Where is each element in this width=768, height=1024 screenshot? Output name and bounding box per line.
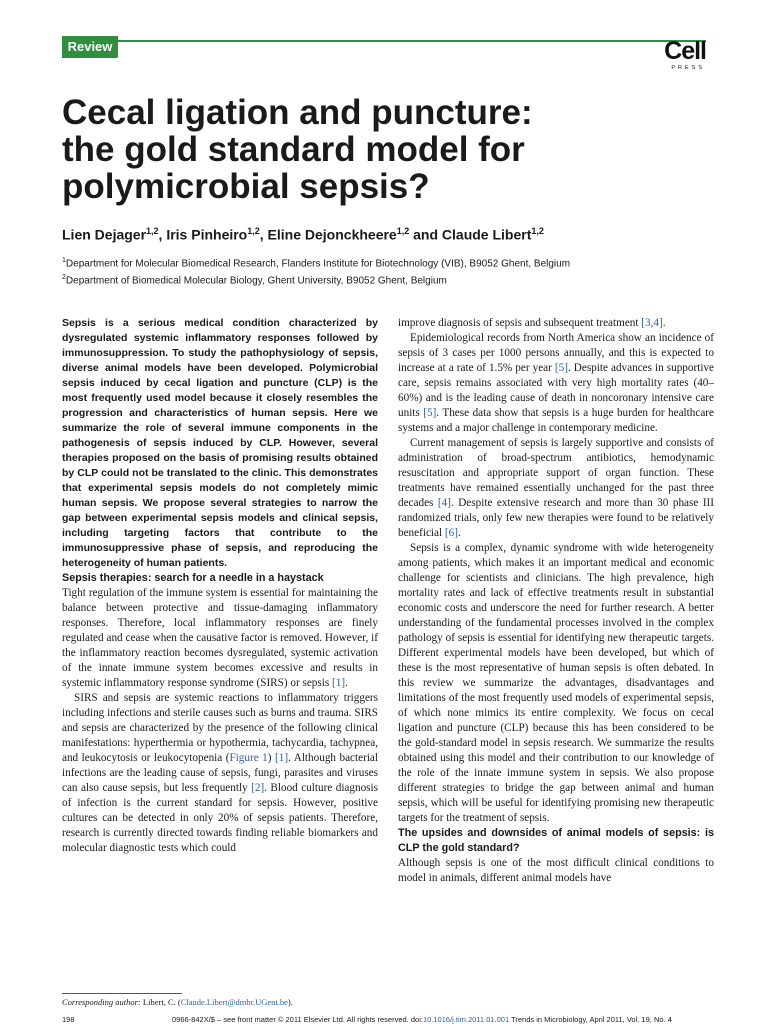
affiliation — [62, 271, 702, 288]
doi-link[interactable]: 10.1016/j.tim.2011.01.001 — [422, 1015, 510, 1024]
paragraph-text: . Although bacterial infections are the leading cause of sepsis, fungi, parasites and viruses can also cause sepsis, but less frequently — [62, 752, 379, 794]
body-paragraph — [62, 691, 378, 856]
citation-link[interactable]: [3,4] — [641, 317, 663, 329]
paragraph-text: improve diagnosis of sepsis and subsequent treatment — [398, 317, 642, 329]
affiliation-text: Department for Molecular Biomedical Research, Flanders Institute for Biotechnology (VIB), B9052 Ghent, Belgium — [65, 258, 571, 270]
logo-sub: PRESS — [671, 65, 705, 71]
footnote-text: Libert, C. ( — [140, 997, 181, 1007]
affiliation-number: 2 — [62, 274, 66, 282]
body-paragraph — [398, 316, 714, 331]
section-heading: The upsides and downsides of animal models of sepsis: is CLP the gold standard? — [398, 827, 714, 854]
cell-press-logo — [644, 38, 706, 78]
citation-link[interactable]: [1] — [332, 677, 346, 689]
email-link[interactable]: Claude.Libert@dmbr.UGent.be — [180, 997, 288, 1007]
body-paragraph — [398, 331, 714, 436]
paragraph-text: SIRS and sepsis are systemic reactions to inflammatory triggers including infections and sterile causes such as burns and trauma. SIRS and sepsis are characterized by the presence of the following clinical manifestations: hyperthermia or hypothermia, tachycardia, tachypnea, and leukocytosis or leukocytopenia ( — [62, 692, 378, 764]
footnote-rule — [62, 993, 182, 994]
citation-link[interactable]: [5] — [423, 407, 437, 419]
journal-citation: Trends in Microbiology, April 2011, Vol. 19, No. 4 — [509, 1015, 672, 1024]
page-number: 198 — [62, 1015, 75, 1024]
author-name: Eline Dejonckheere — [267, 226, 397, 243]
paragraph-text: . These data show that sepsis is a huge burden for healthcare systems and a major challenge in contemporary medicine. — [398, 407, 714, 434]
corresponding-author-footnote — [62, 997, 293, 1007]
author-name: Lien Dejager — [62, 226, 147, 243]
paragraph-text: Current management of sepsis is largely supportive and consists of administration of broad-spectrum antibiotics, hemodynamic resuscitation and appropriate support of organ function. These treatments have remained essentially unchanged for the past three decades — [398, 437, 714, 509]
body-paragraph: Although sepsis is one of the most difficult clinical conditions to model in animals, different animal models have — [398, 857, 714, 884]
affiliation — [62, 254, 702, 271]
author-list — [62, 226, 702, 243]
author-name: Claude Libert — [441, 226, 532, 243]
header-rule — [62, 40, 706, 42]
author-affil-sup: 1,2 — [146, 226, 159, 236]
paragraph-text: ) — [267, 752, 276, 764]
author-affil-sup: 1,2 — [396, 226, 410, 236]
abstract: Sepsis is a serious medical condition characterized by dysregulated systemic inflammatory responses followed by immunosuppression. To study the pathophysiology of sepsis, diverse animal models have been developed. Polymicrobial sepsis induced by cecal ligation and puncture (CLP) is the most frequently used model because it closely resembles the progression and characteristics of human sepsis. Here we summarize the role of several immune components in the pathogenesis of sepsis induced by CLP. However, several therapies proposed on the basis of promising results obtained by CLP could not be translated to the clinic. This demonstrates that experimental sepsis models do not completely mimic human sepsis. We propose several strategies to narrow the gap between experimental sepsis models and clinical sepsis, including targeting factors that contribute to the immunosuppressive phase of sepsis, and reproducing the heterogeneity of human patients. — [62, 317, 378, 569]
citation-link[interactable]: [1] — [275, 752, 289, 764]
logo-main: Cell — [664, 37, 706, 65]
citation-link[interactable]: [6] — [444, 527, 458, 539]
author-separator: , — [259, 226, 268, 243]
author-separator: , — [158, 226, 167, 243]
title-line: Cecal ligation and puncture: — [62, 93, 533, 132]
affiliation-number: 1 — [62, 257, 66, 264]
body-paragraph — [398, 436, 714, 541]
title-line: polymicrobial sepsis? — [62, 167, 430, 206]
paragraph-text: . — [662, 317, 666, 329]
article-title — [62, 94, 702, 205]
footnote-text: ). — [287, 997, 293, 1007]
author-affil-sup: 1,2 — [531, 226, 544, 236]
paragraph-text: Tight regulation of the immune system is essential for maintaining the balance between protective and tissue-damaging inflammatory responses. Therefore, local inflammatory responses are finely regulated and cease when the causative factor is removed. However, if the inflammatory reaction becomes dysregulated, systemic activation of the innate immune system becomes excessive and results in systemic inflammatory response syndrome (SIRS) or sepsis — [62, 587, 378, 689]
figure-link[interactable]: Figure 1 — [229, 752, 268, 764]
section-label-badge: Review — [62, 36, 118, 58]
citation-link[interactable]: [5] — [554, 362, 568, 374]
footer-info — [172, 1015, 672, 1024]
section-heading: Sepsis therapies: search for a needle in a haystack — [62, 572, 324, 584]
paragraph-text: . Blood culture diagnosis of infection is the current standard for sepsis. However, positive cultures can be detected in only 20% of sepsis patients. Therefore, research is currently directed towards finding reliable biomarkers and molecular diagnostic tests which could — [62, 782, 378, 854]
body-paragraph — [62, 586, 378, 691]
footnote-label: Corresponding author: — [62, 997, 141, 1007]
affiliations — [62, 254, 702, 289]
author-affil-sup: 1,2 — [247, 226, 260, 236]
paragraph-text: . Despite extensive research and more than 30 phase III randomized trials, only few new therapies were found to be relatively beneficial — [398, 497, 715, 539]
issn-text: 0966-842X/$ – see front matter © 2011 Elsevier Ltd. All rights reserved. doi: — [172, 1015, 423, 1024]
left-column — [62, 316, 378, 856]
affiliation-text: Department of Biomedical Molecular Biology, Ghent University, B9052 Ghent, Belgium — [65, 275, 447, 287]
paragraph-text: . — [457, 527, 461, 539]
author-name: Iris Pinheiro — [166, 226, 248, 243]
paragraph-text: . — [345, 677, 348, 689]
paragraph-text: . Despite advances in supportive care, sepsis remains associated with very high mortality rates (40–60%) and is the leading cause of death in noncoronary intensive care units — [398, 362, 714, 419]
title-line: the gold standard model for — [62, 130, 525, 169]
author-separator: and — [409, 226, 442, 243]
paragraph-text: Epidemiological records from North America show an incidence of sepsis of 3 cases per 1000 persons annually, and this is expected to increase at a rate of 1.5% per year — [398, 332, 714, 374]
citation-link[interactable]: [2] — [251, 782, 265, 794]
body-paragraph: Sepsis is a complex, dynamic syndrome with wide heterogeneity among patients, which makes it an important medical and economic challenge for scientists and clinicians. The high prevalence, high mortality rates and lack of effective treatments result in substantial economic costs and underscore the need for further research. A better understanding of the fundamental processes involved in the complex pathology of sepsis is essential for identifying new therapeutic targets. Different experimental models have been developed, but which of these is the most representative of human sepsis is often debated. In this review we summarize the advantages, disadvantages and limitations of the most frequently used models of experimental sepsis, of which none mimics its entire complexity. We focus on cecal ligation and puncture (CLP) because this has been considered to be the gold-standard model in sepsis research. We summarize the results obtained using this model and their contribution to our knowledge of the role of the innate immune system in sepsis. We also propose different strategies to bridge the gap between animal and human sepsis, which will be useful for identifying promising new therapeutic targets for the treatment of sepsis. — [398, 542, 714, 824]
right-column — [398, 316, 714, 886]
citation-link[interactable]: [4] — [437, 497, 451, 509]
